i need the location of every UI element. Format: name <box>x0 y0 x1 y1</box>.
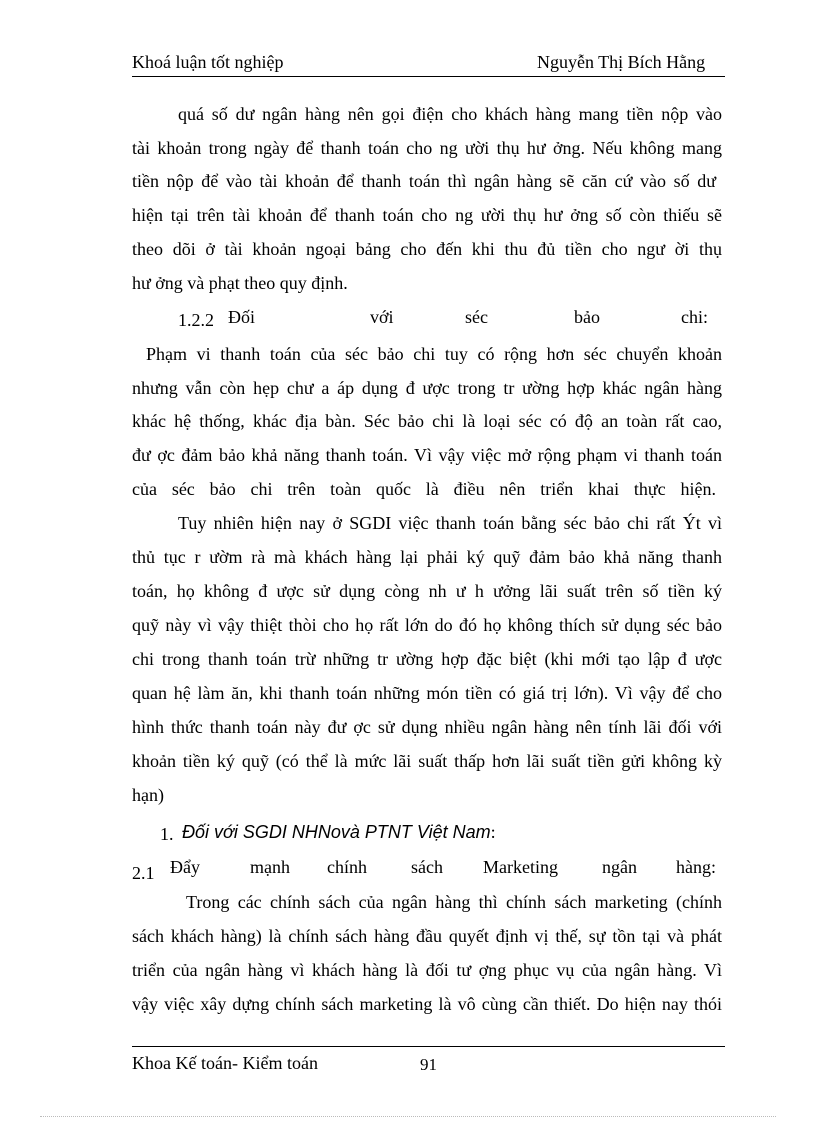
text-line: thủ tục r ườm rà mà khách hàng lại phải ký quỹ đảm bảo khả năng thanh <box>132 547 722 567</box>
footer-department: Khoa Kế toán- Kiểm toán <box>132 1053 318 1073</box>
heading-word: hàng: <box>676 857 716 877</box>
text-line: nhưng vẫn còn hẹp chư a áp dụng đ ược trong tr ường hợp khác ngân hàng <box>132 378 722 398</box>
text-line: hư ởng và phạt theo quy định. <box>132 273 348 293</box>
text-line: đư ợc đảm bảo khả năng thanh toán. Vì vậy việc mở rộng phạm vi thanh toán <box>132 445 722 465</box>
section-number: 1.2.2 <box>178 310 214 330</box>
text-line: khoản tiền ký quỹ (có thể là mức lãi suất thấp hơn lãi suất tiền gửi không kỳ <box>132 751 722 771</box>
text-line: của séc bảo chi trên toàn quốc là điều nên triển khai thực hiện. <box>132 479 716 499</box>
section-title-italic: Đối với SGDI NHNovà PTNT Việt Nam <box>182 822 491 842</box>
section-title-colon: : <box>490 822 496 842</box>
text-line: hình thức thanh toán này đư ợc sử dụng nhiều ngân hàng nên tính lãi đối với <box>132 717 722 737</box>
text-line: khác hệ thống, khác địa bàn. Séc bảo chi là loại séc có độ an toàn rất cao, <box>132 411 722 431</box>
heading-word: Đẩy <box>170 857 200 877</box>
heading-word: chi: <box>681 307 708 327</box>
page-header <box>132 50 725 77</box>
text-line: theo dõi ở tài khoản ngoại bảng cho đến khi thu đủ tiền cho ngư ời thụ <box>132 239 722 259</box>
text-line: quá số dư ngân hàng nên gọi điện cho khách hàng mang tiền nộp vào <box>178 104 722 124</box>
text-line: Trong các chính sách của ngân hàng thì chính sách marketing (chính <box>186 892 722 912</box>
text-line: tài khoản trong ngày để thanh toán cho ng ười thụ hư ởng. Nếu không mang <box>132 138 722 158</box>
header-author: Nguyễn Thị Bích Hằng <box>537 52 706 72</box>
section-number: 1. <box>160 824 174 844</box>
heading-word: séc <box>465 307 488 327</box>
text-line: tiền nộp để vào tài khoản để thanh toán thì ngân hàng sẽ căn cứ vào số dư <box>132 171 716 191</box>
heading-word: sách <box>411 857 443 877</box>
page-bottom-divider <box>40 1116 776 1117</box>
text-line: hạn) <box>132 785 164 805</box>
page-number: 91 <box>420 1055 437 1074</box>
text-line: Phạm vi thanh toán của séc bảo chi tuy có rộng hơn séc chuyển khoản <box>146 344 722 364</box>
heading-word: Marketing <box>483 857 558 877</box>
page-footer <box>132 1046 725 1077</box>
text-line: hiện tại trên tài khoản để thanh toán cho ng ười thụ hư ởng số còn thiếu sẽ <box>132 205 722 225</box>
text-line: sách khách hàng) là chính sách hàng đầu quyết định vị thế, sự tồn tại và phát <box>132 926 722 946</box>
section-number: 2.1 <box>132 863 155 883</box>
section-title <box>182 821 496 843</box>
heading-word: Đối <box>228 307 255 327</box>
text-line: quỹ này vì vậy thiệt thòi cho họ rất lớn do đó họ không thích sử dụng séc bảo <box>132 615 722 635</box>
heading-word: bảo <box>574 307 600 327</box>
text-line: triển của ngân hàng vì khách hàng là đối tư ợng phục vụ của ngân hàng. Vì <box>132 960 722 980</box>
text-line: chi trong thanh toán trừ những tr ường hợp đặc biệt (khi mới tạo lập đ ược <box>132 649 722 669</box>
heading-word: với <box>370 307 394 327</box>
text-line: toán, họ không đ ược sử dụng còng nh ư h ưởng lãi suất trên số tiền ký <box>132 581 722 601</box>
text-line: vậy việc xây dựng chính sách marketing là vô cùng cần thiết. Do hiện nay thói <box>132 994 722 1014</box>
heading-word: mạnh <box>250 857 290 877</box>
text-line: quan hệ làm ăn, khi thanh toán những món tiền có giá trị lớn). Vì vậy để cho <box>132 683 722 703</box>
heading-word: ngân <box>602 857 637 877</box>
heading-word: chính <box>327 857 367 877</box>
text-line: Tuy nhiên hiện nay ở SGDI việc thanh toán bằng séc bảo chi rất Ýt vì <box>178 513 722 533</box>
header-left-text: Khoá luận tốt nghiệp <box>132 52 284 72</box>
